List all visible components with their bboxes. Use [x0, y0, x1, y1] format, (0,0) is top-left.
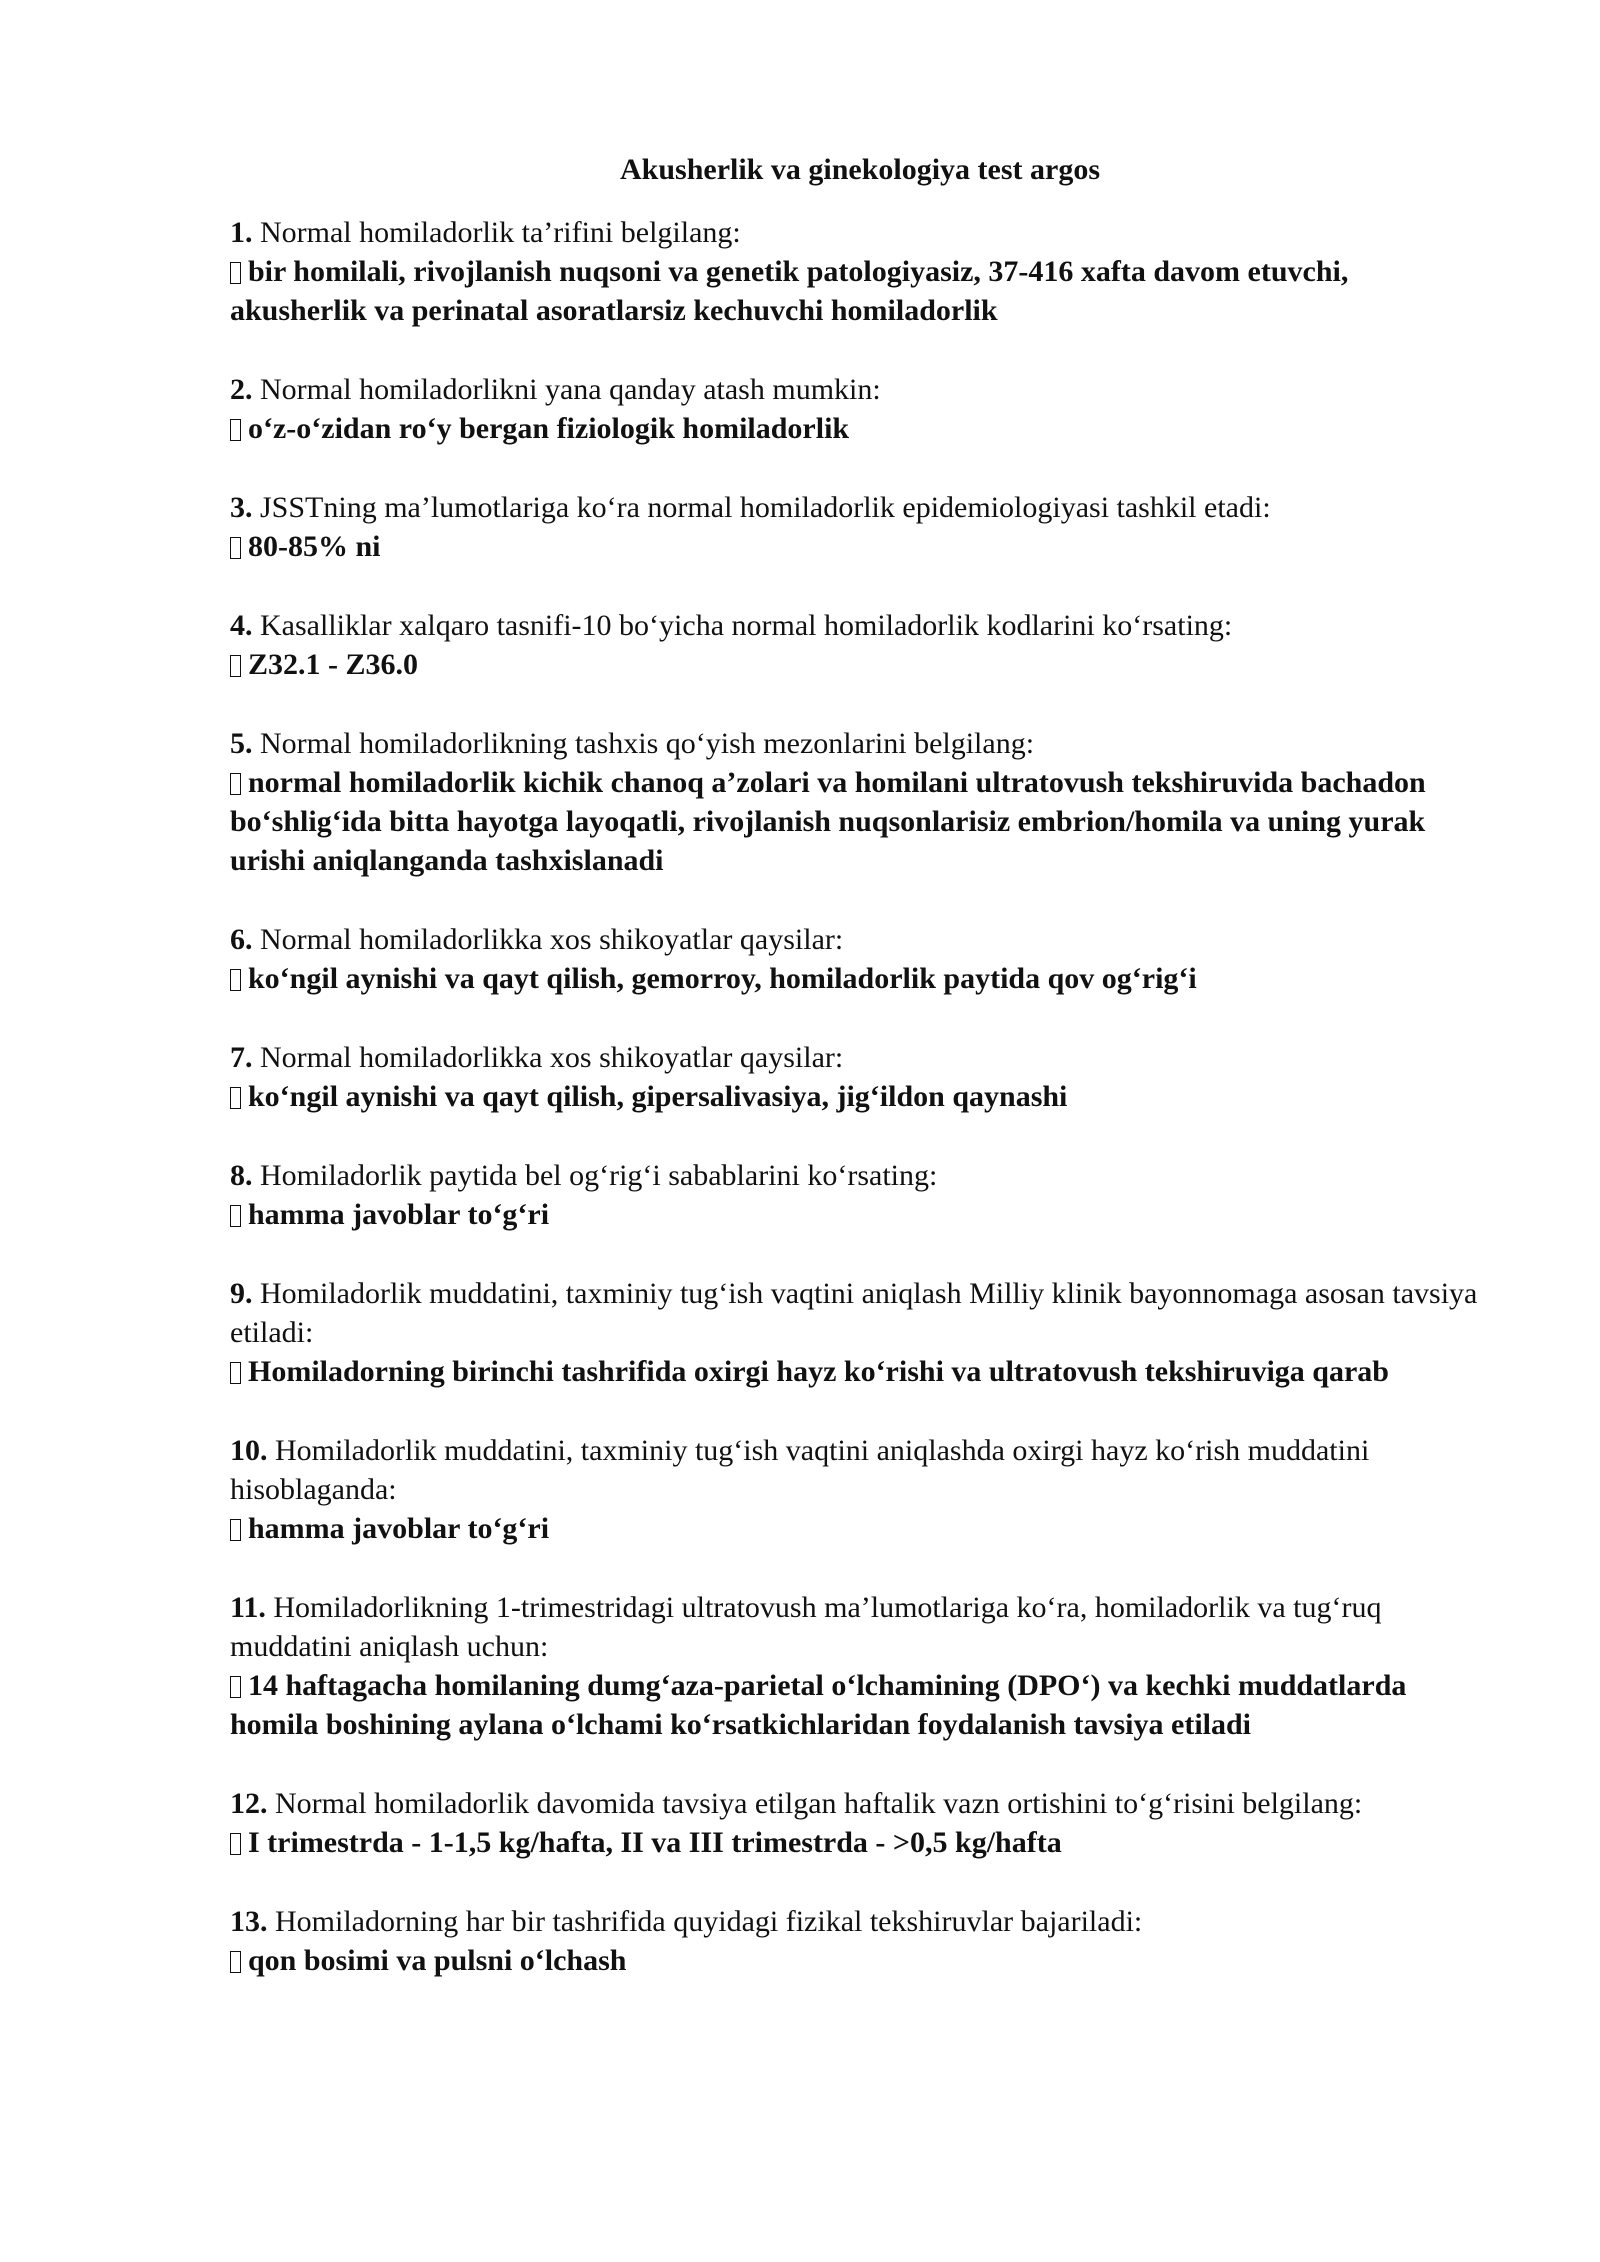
answer-text — [230, 1941, 1490, 1980]
question-label: JSSTning ma’lumotlariga ko‘ra normal homiladorlik epidemiologiyasi tashkil etadi: — [260, 491, 1271, 524]
missing-glyph-box-icon — [230, 773, 241, 795]
answer-text — [230, 1352, 1490, 1391]
question-number: 2. — [230, 373, 253, 406]
question-number: 9. — [230, 1277, 253, 1310]
question-number: 10. — [230, 1434, 268, 1467]
answer-text — [230, 252, 1490, 330]
question-number: 6. — [230, 923, 253, 956]
answer-text — [230, 409, 1490, 448]
question-number: 11. — [230, 1591, 266, 1624]
answer-label: 14 haftagacha homilaning dumg‘aza-parietal o‘lchamining (DPO‘) va kechki muddatlarda homila boshining aylana o‘lchami ko‘rsatkichlaridan foydalanish tavsiya etiladi — [230, 1669, 1407, 1741]
question-label: Normal homiladorlik ta’rifini belgilang: — [260, 216, 741, 249]
question-label: Normal homiladorlikni yana qanday atash mumkin: — [260, 373, 881, 406]
question-label: Homiladorlik muddatini, taxminiy tug‘ish vaqtini aniqlashda oxirgi hayz ko‘rish muddatini hisoblaganda: — [230, 1434, 1370, 1506]
answer-label: ko‘ngil aynishi va qayt qilish, gipersalivasiya, jig‘ildon qaynashi — [248, 1080, 1068, 1113]
question-item — [230, 1588, 1490, 1744]
question-text — [230, 1038, 1490, 1077]
question-label: Normal homiladorlikka xos shikoyatlar qaysilar: — [260, 1041, 844, 1074]
missing-glyph-box-icon — [230, 1087, 241, 1109]
answer-text — [230, 527, 1490, 566]
question-item — [230, 606, 1490, 684]
missing-glyph-box-icon — [230, 1833, 241, 1855]
question-text — [230, 1902, 1490, 1941]
question-label: Homiladorlikning 1-trimestridagi ultratovush ma’lumotlariga ko‘ra, homiladorlik va tug‘ruq muddatini aniqlash uchun: — [230, 1591, 1382, 1663]
question-item — [230, 1274, 1490, 1391]
missing-glyph-box-icon — [230, 655, 241, 677]
question-label: Homiladorlik muddatini, taxminiy tug‘ish vaqtini aniqlash Milliy klinik bayonnomaga asosan tavsiya etiladi: — [230, 1277, 1478, 1349]
answer-text — [230, 1509, 1490, 1548]
question-text — [230, 488, 1490, 527]
question-label: Homiladorning har bir tashrifida quyidagi fizikal tekshiruvlar bajariladi: — [275, 1905, 1143, 1938]
missing-glyph-box-icon — [230, 1676, 241, 1698]
answer-text — [230, 959, 1490, 998]
missing-glyph-box-icon — [230, 262, 241, 284]
question-item — [230, 370, 1490, 448]
question-item — [230, 1902, 1490, 1980]
missing-glyph-box-icon — [230, 419, 241, 441]
document-title: Akusherlik va ginekologiya test argos — [619, 153, 1101, 186]
answer-label: Z32.1 - Z36.0 — [248, 648, 419, 681]
answer-label: o‘z-o‘zidan ro‘y bergan fiziologik homiladorlik — [248, 412, 850, 445]
question-item — [230, 213, 1490, 330]
answer-text — [230, 1195, 1490, 1234]
question-label: Normal homiladorlik davomida tavsiya etilgan haftalik vazn ortishini to‘g‘risini belgilang: — [275, 1787, 1363, 1820]
question-text — [230, 920, 1490, 959]
question-item — [230, 724, 1490, 880]
question-label: Kasalliklar xalqaro tasnifi-10 bo‘yicha normal homiladorlik kodlarini ko‘rsating: — [260, 609, 1233, 642]
answer-text — [230, 1666, 1490, 1744]
missing-glyph-box-icon — [230, 1951, 241, 1973]
answer-label: I trimestrda - 1-1,5 kg/hafta, II va III trimestrda - >0,5 kg/hafta — [248, 1826, 1062, 1859]
answer-text — [230, 763, 1490, 880]
question-item — [230, 1038, 1490, 1116]
answer-text — [230, 1077, 1490, 1116]
question-item — [230, 1156, 1490, 1234]
question-item — [230, 1431, 1490, 1548]
question-number: 8. — [230, 1159, 253, 1192]
answer-label: Homiladorning birinchi tashrifida oxirgi hayz ko‘rishi va ultratovush tekshiruviga qarab — [248, 1355, 1389, 1388]
question-text — [230, 1588, 1490, 1666]
question-item — [230, 1784, 1490, 1862]
answer-text — [230, 1823, 1490, 1862]
question-text — [230, 724, 1490, 763]
question-number: 4. — [230, 609, 253, 642]
question-text — [230, 1431, 1490, 1509]
question-label: Normal homiladorlikning tashxis qo‘yish mezonlarini belgilang: — [260, 727, 1035, 760]
question-number: 12. — [230, 1787, 268, 1820]
missing-glyph-box-icon — [230, 1519, 241, 1541]
answer-label: hamma javoblar to‘g‘ri — [248, 1198, 550, 1231]
missing-glyph-box-icon — [230, 537, 241, 559]
question-text — [230, 370, 1490, 409]
missing-glyph-box-icon — [230, 969, 241, 991]
question-text — [230, 1784, 1490, 1823]
document-page — [230, 150, 1490, 2020]
answer-label: normal homiladorlik kichik chanoq a’zolari va homilani ultratovush tekshiruvida bachadon bo‘shlig‘ida bitta hayotga layoqatli, rivojlanish nuqsonlarisiz embrion/homila va uning yurak urishi aniqlanganda tashxislanadi — [230, 766, 1426, 877]
question-text — [230, 606, 1490, 645]
question-label: Homiladorlik paytida bel og‘rig‘i sabablarini ko‘rsating: — [260, 1159, 938, 1192]
question-number: 5. — [230, 727, 253, 760]
question-item — [230, 920, 1490, 998]
question-text — [230, 1156, 1490, 1195]
missing-glyph-box-icon — [230, 1205, 241, 1227]
answer-label: ko‘ngil aynishi va qayt qilish, gemorroy, homiladorlik paytida qov og‘rig‘i — [248, 962, 1197, 995]
question-number: 13. — [230, 1905, 268, 1938]
question-text — [230, 213, 1490, 252]
question-list — [230, 213, 1490, 1980]
answer-label: hamma javoblar to‘g‘ri — [248, 1512, 550, 1545]
question-label: Normal homiladorlikka xos shikoyatlar qaysilar: — [260, 923, 844, 956]
question-number: 7. — [230, 1041, 253, 1074]
question-item — [230, 488, 1490, 566]
answer-label: bir homilali, rivojlanish nuqsoni va genetik patologiyasiz, 37-416 xafta davom etuvchi, akusherlik va perinatal asoratlarsiz kechuvchi homiladorlik — [230, 255, 1349, 327]
missing-glyph-box-icon — [230, 1362, 241, 1384]
question-number: 3. — [230, 491, 253, 524]
question-text — [230, 1274, 1490, 1352]
answer-label: qon bosimi va pulsni o‘lchash — [248, 1944, 627, 1977]
question-number: 1. — [230, 216, 253, 249]
answer-text — [230, 645, 1490, 684]
answer-label: 80-85% ni — [248, 530, 381, 563]
